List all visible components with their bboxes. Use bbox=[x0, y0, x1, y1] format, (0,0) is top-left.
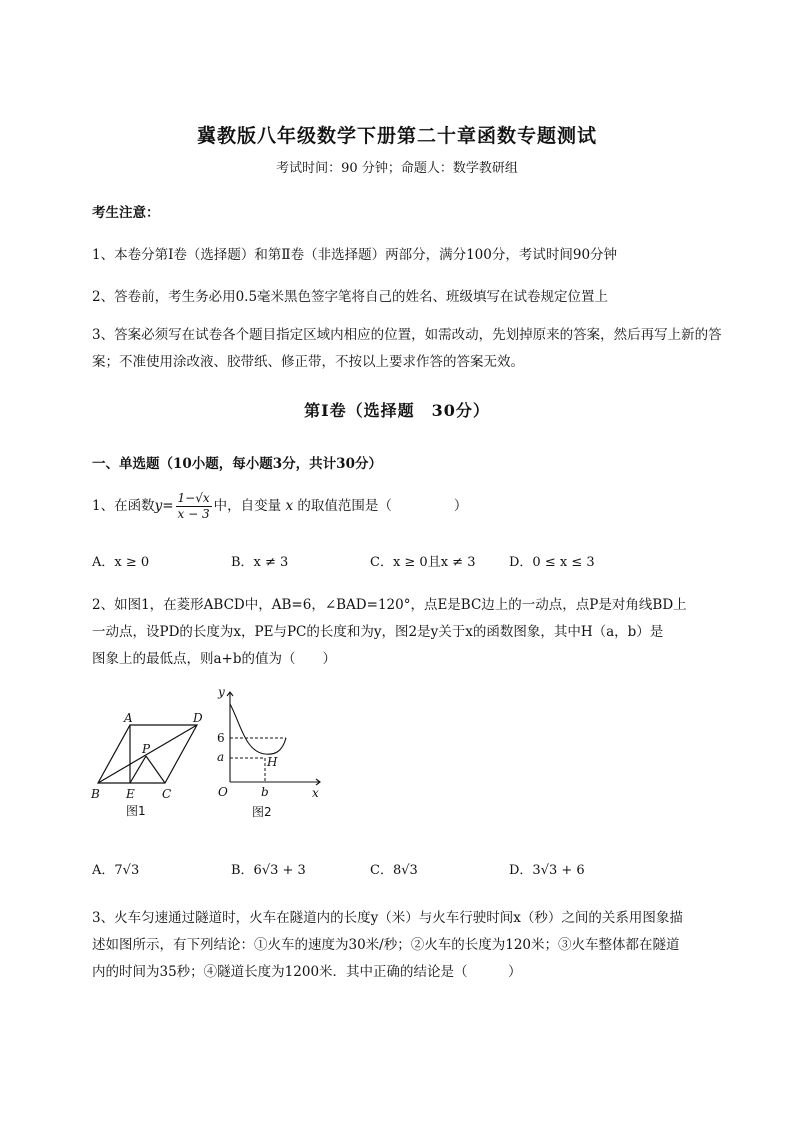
q1-option-c[interactable]: C．x ≥ 0且x ≠ 3 bbox=[370, 555, 476, 570]
label-a-value: a bbox=[217, 750, 225, 764]
q1-eq: = bbox=[162, 498, 174, 514]
label-six: 6 bbox=[217, 731, 225, 745]
q1-prefix: 1、在函数 bbox=[92, 498, 155, 514]
label-c: C bbox=[162, 787, 172, 801]
q1-y: y bbox=[154, 498, 163, 514]
q1-var: x bbox=[285, 498, 294, 514]
label-e: E bbox=[126, 787, 135, 801]
label-y-axis: y bbox=[218, 685, 225, 699]
q2-option-b[interactable]: B．6√3 + 3 bbox=[231, 863, 306, 878]
q1-option-b[interactable]: B．x ≠ 3 bbox=[231, 555, 289, 570]
q2-line-2: 一动点，设PD的长度为x，PE与PC的长度和为y，图2是y关于x的函数图象，其中H（a，b）是 bbox=[92, 624, 664, 640]
page-subtitle: 考试时间：90 分钟；命题人：数学教研组 bbox=[276, 161, 518, 176]
q1-denominator: x − 3 bbox=[177, 507, 210, 521]
q3-line-3: 内的时间为35秒；④隧道长度为1200米．其中正确的结论是（ ） bbox=[92, 964, 522, 980]
q3-line-2: 述如图所示，有下列结论：①火车的速度为30米/秒；②火车的长度为120米；③火车整体都在隧道 bbox=[92, 937, 680, 953]
q2-line-1: 2、如图1，在菱形ABCD中，AB=6，∠BAD=120°，点E是BC边上的一动点，点P是对角线BD上 bbox=[92, 597, 687, 613]
q1-suffix2: 的取值范围是（ bbox=[297, 498, 392, 514]
q1-close: ） bbox=[453, 498, 468, 514]
figure-1-caption: 图1 bbox=[126, 804, 146, 818]
notice-heading: 考生注意： bbox=[92, 205, 160, 221]
label-b: B bbox=[91, 787, 100, 801]
q2-line-3: 图象上的最低点，则a+b的值为（ ） bbox=[92, 651, 337, 667]
segment-pc bbox=[146, 756, 165, 783]
figure-1-rhombus bbox=[86, 705, 216, 825]
part-heading: 一、单选题（10小题，每小题3分，共计30分） bbox=[92, 456, 382, 472]
q1-option-a[interactable]: A．x ≥ 0 bbox=[92, 555, 150, 570]
q3-line-1: 3、火车匀速通过隧道时，火车在隧道内的长度y（米）与火车行驶时间x（秒）之间的关系用图象描 bbox=[92, 910, 683, 926]
section-title: 第Ⅰ卷（选择题 30分） bbox=[304, 401, 490, 420]
q2-option-c[interactable]: C．8√3 bbox=[370, 863, 418, 878]
question-1 bbox=[92, 491, 467, 522]
label-a: A bbox=[124, 711, 133, 725]
label-d: D bbox=[193, 711, 203, 725]
label-x-axis: x bbox=[312, 786, 319, 800]
label-origin: O bbox=[218, 785, 228, 799]
figure-2-graph bbox=[210, 682, 330, 822]
page-title: 冀教版八年级数学下册第二十章函数专题测试 bbox=[196, 125, 597, 147]
function-curve bbox=[230, 704, 286, 754]
label-p: P bbox=[142, 742, 151, 756]
q2-option-a[interactable]: A．7√3 bbox=[92, 863, 140, 878]
q2-option-d[interactable]: D．3√3 + 6 bbox=[509, 863, 585, 878]
q1-suffix: 中，自变量 bbox=[213, 498, 282, 514]
label-b-value: b bbox=[261, 785, 269, 799]
q1-option-d[interactable]: D．0 ≤ x ≤ 3 bbox=[509, 555, 595, 570]
notice-item-2: 2、答卷前，考生务必用0.5毫米黑色签字笔将自己的姓名、班级填写在试卷规定位置上 bbox=[92, 289, 609, 305]
q1-fraction bbox=[176, 491, 212, 522]
figure-2-caption: 图2 bbox=[252, 805, 272, 819]
label-h: H bbox=[267, 755, 278, 769]
notice-item-1: 1、本卷分第Ⅰ卷（选择题）和第Ⅱ卷（非选择题）两部分，满分100分，考试时间90分钟 bbox=[92, 247, 618, 263]
q1-numerator: 1−√x bbox=[177, 491, 210, 505]
notice-item-3: 3、答案必须写在试卷各个题目指定区域内相应的位置，如需改动，先划掉原来的答案，然后再写上新的答案；不准使用涂改液、胶带纸、修正带，不按以上要求作答的答案无效。 bbox=[92, 327, 722, 370]
